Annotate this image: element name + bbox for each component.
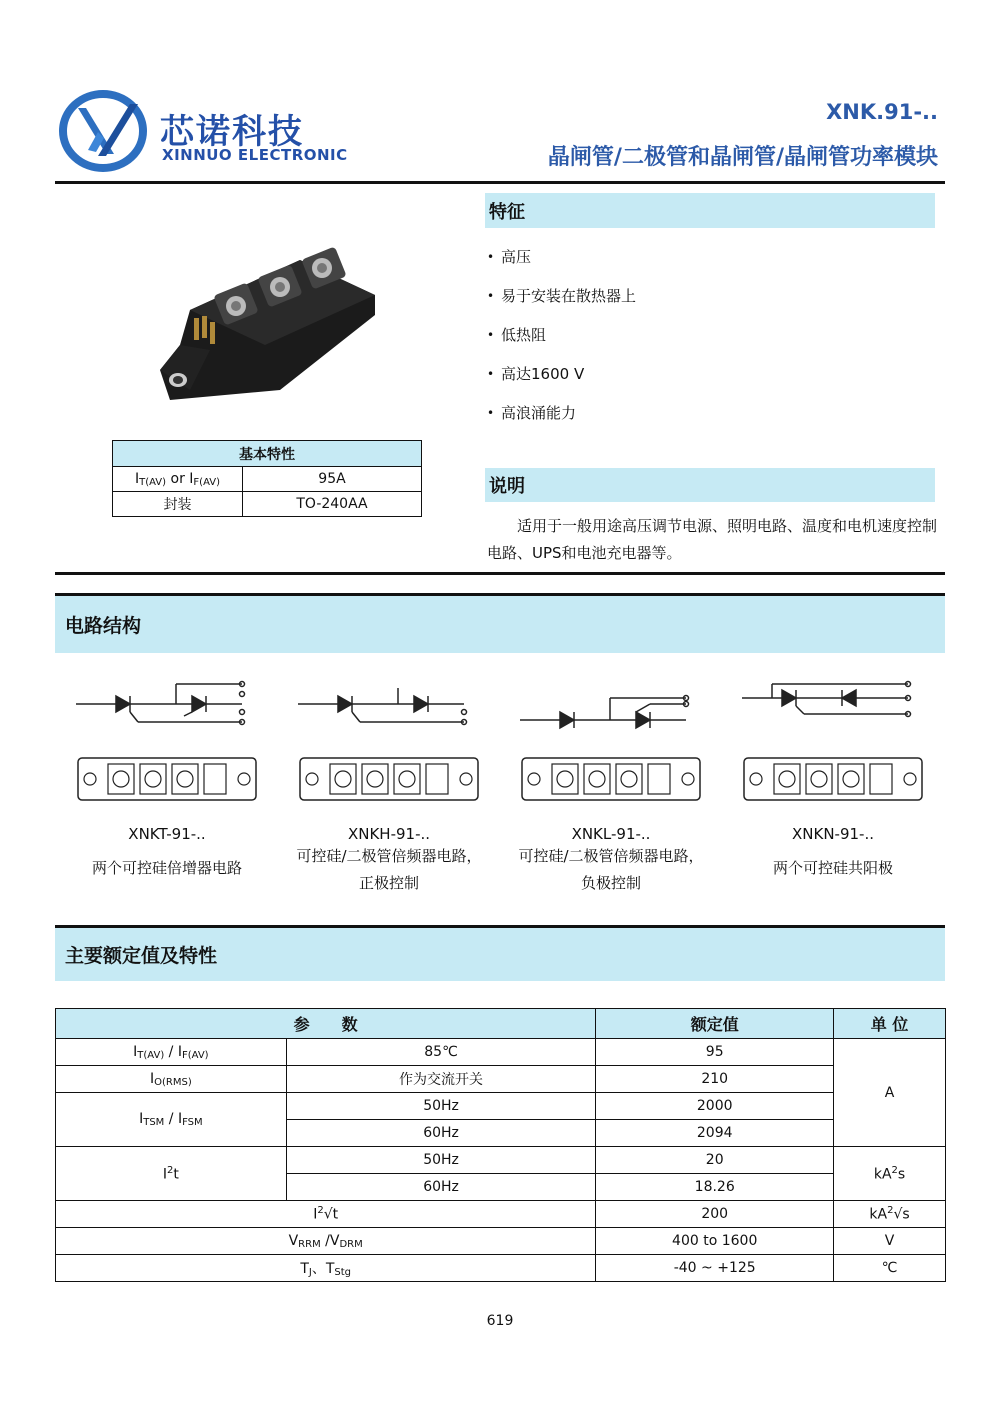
page-number: 619 [486, 1313, 514, 1329]
table-row [56, 1147, 946, 1174]
param-symbol: $I_{T(AV)} / I_{F(AV)}$ [56, 1039, 287, 1066]
param-value: 2094 [596, 1120, 834, 1147]
table-row [56, 1255, 946, 1282]
param-condition: 60Hz [286, 1120, 596, 1147]
param-condition: 作为交流开关 [286, 1066, 596, 1093]
basic-table-title: 基本特性 [113, 441, 422, 467]
company-logo-icon [58, 90, 148, 172]
brand-name-en: XINNUO ELECTRONIC [162, 146, 348, 164]
header-unit: 单 位 [834, 1009, 946, 1039]
description-heading: 说明 [485, 468, 935, 502]
basic-param-package: 封装 [113, 492, 243, 517]
basic-value-current: 95A [243, 467, 422, 492]
param-condition: 50Hz [286, 1147, 596, 1174]
param-symbol: $I_{TSM} / I_{FSM}$ [56, 1093, 287, 1147]
circuit-xnkn [722, 668, 944, 882]
param-value: -40 ~ +125 [596, 1255, 834, 1282]
unit-cell: $kA^2√s$ [834, 1201, 946, 1228]
features-list [487, 246, 636, 441]
circuit-schematic-icon [722, 668, 944, 813]
list-item: • 高压 [487, 248, 532, 266]
circuit-description-line2: 负极控制 [580, 874, 641, 892]
unit-cell: $kA^2s$ [834, 1147, 946, 1201]
param-value: 95 [596, 1039, 834, 1066]
features-heading: 特征 [485, 193, 935, 228]
basic-value-package: TO-240AA [243, 492, 422, 517]
unit-cell: ℃ [834, 1255, 946, 1282]
table-row [56, 1066, 946, 1093]
basic-param-current: $I_{T(AV)}$ or $I_{F(AV)}$ [113, 467, 243, 492]
table-row [56, 1228, 946, 1255]
table-row [56, 1039, 946, 1066]
circuit-description: 可控硅/二极管倍频器电路， [518, 847, 704, 865]
param-symbol: $I_{O(RMS)}$ [56, 1066, 287, 1093]
param-value: 400 to 1600 [596, 1228, 834, 1255]
param-value: 2000 [596, 1093, 834, 1120]
circuit-model-name: XNKH-91-.. [347, 825, 431, 843]
circuit-description: 两个可控硅共阳极 [772, 859, 893, 877]
param-condition: 50Hz [286, 1093, 596, 1120]
param-value: 20 [596, 1147, 834, 1174]
param-symbol: $V_{RRM}$ $/V_{DRM}$ [56, 1228, 596, 1255]
circuit-model-name: XNKL-91-.. [571, 825, 651, 843]
table-header-row [56, 1009, 946, 1039]
circuit-description: 可控硅/二极管倍频器电路， [296, 847, 482, 865]
param-symbol: $I^2√t$ [56, 1201, 596, 1228]
basic-characteristics-table [112, 440, 422, 517]
table-row [113, 467, 422, 492]
circuit-xnkl [500, 668, 722, 897]
model-number: XNK.91-.. [826, 100, 938, 124]
ratings-table [55, 1008, 946, 1282]
list-item: • 高达1600 V [487, 365, 585, 383]
product-subtitle: 晶闸管/二极管和晶闸管/晶闸管功率模块 [547, 145, 938, 170]
param-symbol: $I^2t$ [56, 1147, 287, 1201]
circuit-xnkt [56, 668, 278, 882]
unit-cell: A [834, 1039, 946, 1147]
header-param: 参 数 [56, 1009, 596, 1039]
table-row [113, 492, 422, 517]
param-value: 200 [596, 1201, 834, 1228]
circuit-description: 两个可控硅倍增器电路 [91, 859, 242, 877]
unit-cell: V [834, 1228, 946, 1255]
param-value: 18.26 [596, 1174, 834, 1201]
section-divider [55, 572, 945, 575]
list-item: • 低热阻 [487, 326, 547, 344]
description-text: 适用于一般用途高压调节电源、照明电路、温度和电机速度控制电路、UPS和电池充电器等。 [487, 517, 938, 562]
circuit-schematic-icon [500, 668, 722, 813]
product-photo [150, 240, 385, 410]
list-item: • 易于安装在散热器上 [487, 287, 637, 305]
circuit-schematic-icon [56, 668, 278, 813]
list-item: • 高浪涌能力 [487, 404, 577, 422]
circuit-model-name: XNKT-91-.. [128, 825, 206, 843]
param-value: 210 [596, 1066, 834, 1093]
circuit-model-name: XNKN-91-.. [791, 825, 874, 843]
param-symbol: $T_J$、$T_{Stg}$ [56, 1255, 596, 1282]
param-condition: 85℃ [286, 1039, 596, 1066]
brand-name-cn: 芯诺科技 [160, 112, 304, 152]
header-rated: 额定值 [596, 1009, 834, 1039]
table-row [56, 1093, 946, 1120]
circuit-description-line2: 正极控制 [358, 874, 419, 892]
circuit-xnkh [278, 668, 500, 897]
table-row [56, 1201, 946, 1228]
param-condition: 60Hz [286, 1174, 596, 1201]
circuit-schematic-icon [278, 668, 500, 813]
circuits-heading: 电路结构 [55, 593, 945, 653]
header-divider [55, 181, 945, 184]
ratings-heading: 主要额定值及特性 [55, 925, 945, 981]
